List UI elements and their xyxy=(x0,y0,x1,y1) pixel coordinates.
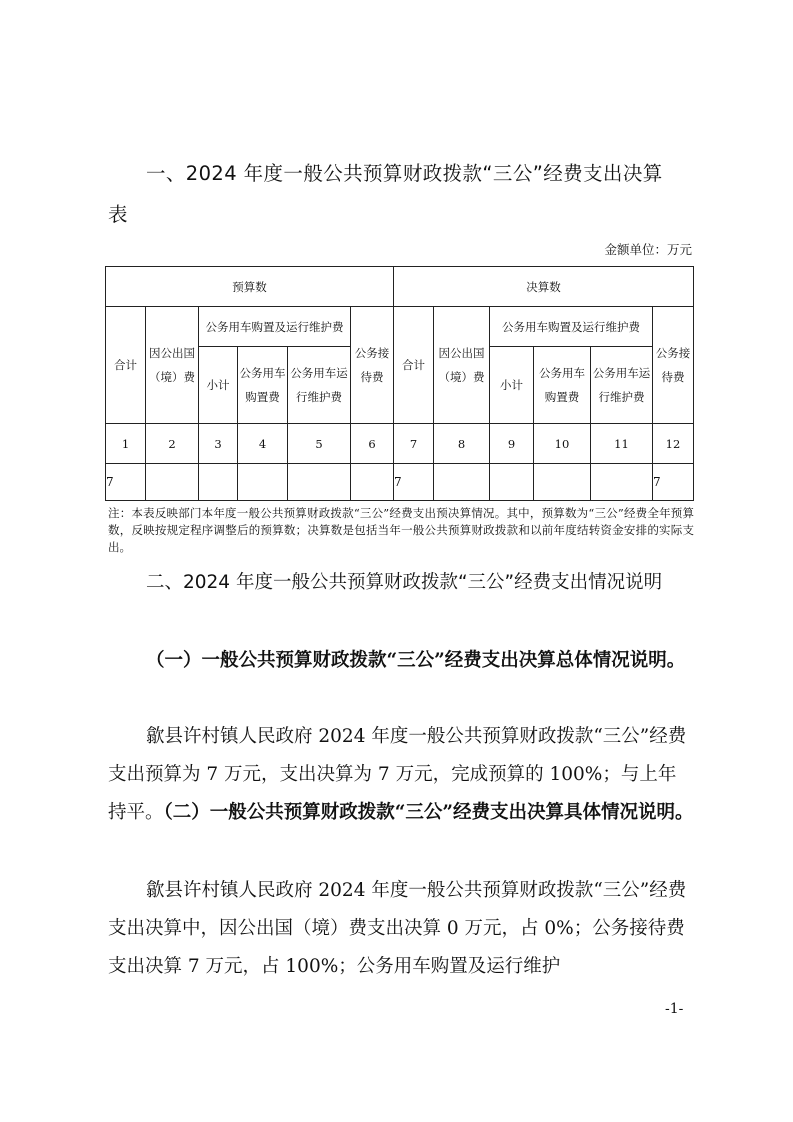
value-row xyxy=(106,464,694,501)
index-cell: 2 xyxy=(146,424,199,464)
index-cell: 5 xyxy=(288,424,351,464)
section-heading-1: 一、2024 年度一般公共预算财政拨款“三公”经费支出决算 xyxy=(146,162,663,185)
unit-label: 金额单位：万元 xyxy=(604,242,692,257)
subsection-heading-1: （一）一般公共预算财政拨款“三公”经费支出决算总体情况说明。 xyxy=(146,650,686,671)
value-cell xyxy=(351,464,394,501)
header-vehicle-group: 公务用车购置及运行维护费 xyxy=(199,307,351,347)
page-number: -1- xyxy=(665,1001,684,1017)
header-final-group: 决算数 xyxy=(394,267,694,307)
paragraph-1-text: 歙县许村镇人民政府 2024 年度一般公共预算财政拨款“三公”经费支出预算为 7 万元，支出决算为 7 万元，完成预算的 100%；与上年持平。 xyxy=(108,726,687,823)
header-subtotal: 小计 xyxy=(490,347,534,424)
paragraph-2: 歙县许村镇人民政府 2024 年度一般公共预算财政拨款“三公”经费支出决算中，因公出国（境）费支出决算 0 万元，占 0%；公务接待费支出决算 7 万元，占 100%；公务用车购置及运行维护 xyxy=(108,880,687,977)
header-subtotal: 小计 xyxy=(199,347,238,424)
index-cell: 10 xyxy=(534,424,591,464)
index-cell: 4 xyxy=(238,424,288,464)
value-cell xyxy=(238,464,288,501)
header-vehicle-group: 公务用车购置及运行维护费 xyxy=(490,307,653,347)
value-cell xyxy=(288,464,351,501)
header-vehicle-purchase: 公务用车购置费 xyxy=(238,347,288,424)
paragraph-1 xyxy=(108,718,694,832)
header-total: 合计 xyxy=(106,307,146,424)
index-cell: 11 xyxy=(591,424,653,464)
value-cell xyxy=(534,464,591,501)
value-cell: 7 xyxy=(653,464,694,501)
section-heading-1-continued: 表 xyxy=(108,203,128,226)
index-cell: 12 xyxy=(653,424,694,464)
header-budget-group: 预算数 xyxy=(106,267,394,307)
header-vehicle-operation: 公务用车运行维护费 xyxy=(288,347,351,424)
header-total: 合计 xyxy=(394,307,434,424)
index-cell: 8 xyxy=(434,424,490,464)
index-cell: 7 xyxy=(394,424,434,464)
header-vehicle-purchase: 公务用车购置费 xyxy=(534,347,591,424)
three-public-expenses-table xyxy=(105,266,694,501)
header-vehicle-operation: 公务用车运行维护费 xyxy=(591,347,653,424)
subsection-heading-2: （二）一般公共预算财政拨款“三公”经费支出决算具体情况说明。 xyxy=(163,802,694,823)
index-row xyxy=(106,424,694,464)
value-cell xyxy=(199,464,238,501)
value-cell xyxy=(146,464,199,501)
index-cell: 9 xyxy=(490,424,534,464)
header-abroad: 因公出国（境）费 xyxy=(434,307,490,424)
value-cell: 7 xyxy=(394,464,434,501)
value-cell xyxy=(591,464,653,501)
header-reception: 公务接待费 xyxy=(351,307,394,424)
index-cell: 3 xyxy=(199,424,238,464)
index-cell: 1 xyxy=(106,424,146,464)
header-abroad: 因公出国（境）费 xyxy=(146,307,199,424)
value-cell xyxy=(490,464,534,501)
value-cell xyxy=(434,464,490,501)
section-heading-2: 二、2024 年度一般公共预算财政拨款“三公”经费支出情况说明 xyxy=(146,572,663,593)
value-cell: 7 xyxy=(106,464,146,501)
table-note: 注：本表反映部门本年度一般公共预算财政拨款“三公”经费支出预决算情况。其中，预算数为“三公”经费全年预算数，反映按规定程序调整后的预算数；决算数是包括当年一般公共预算财政拨款和以前年度结转资金安排的实际支出。 xyxy=(108,506,694,554)
index-cell: 6 xyxy=(351,424,394,464)
header-reception: 公务接待费 xyxy=(653,307,694,424)
